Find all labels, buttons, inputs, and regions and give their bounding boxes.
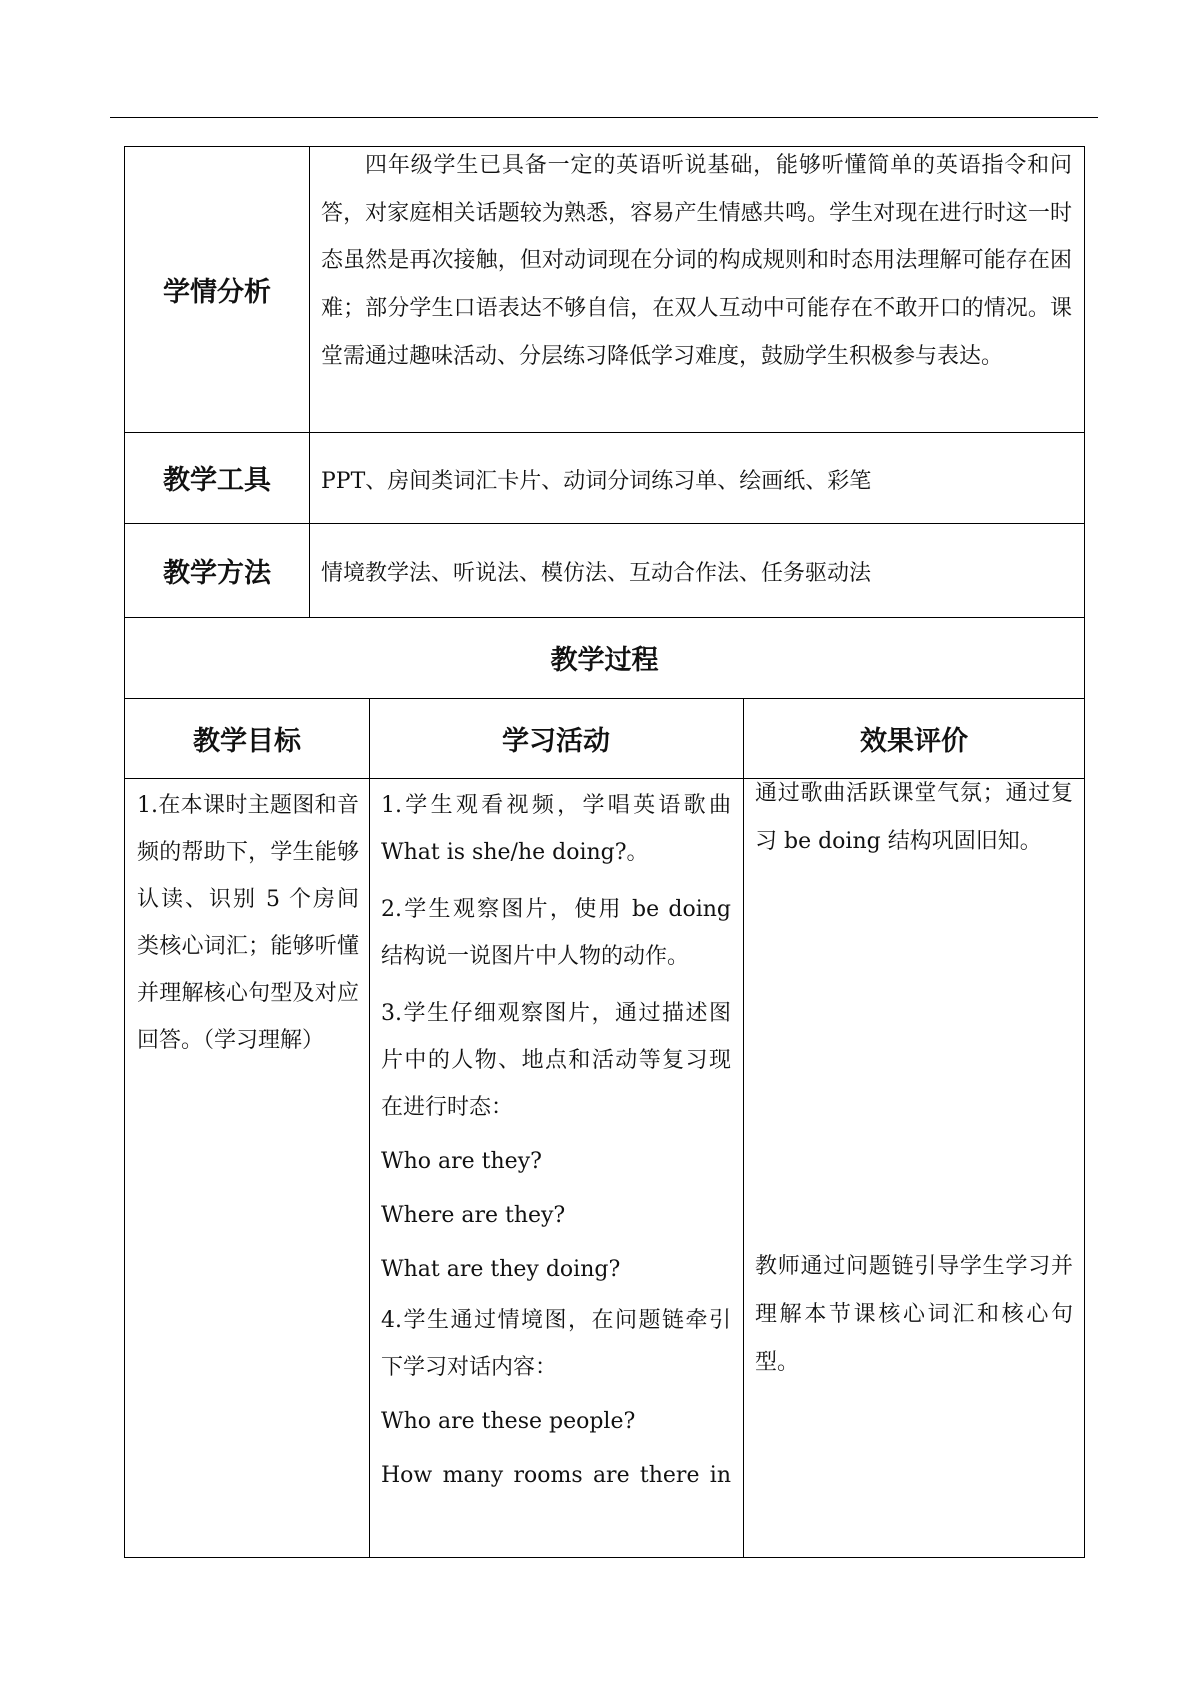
- analysis-label: 学情分析: [163, 276, 271, 308]
- header-rule: [110, 117, 1098, 118]
- header-evaluation: 效果评价: [860, 725, 968, 757]
- question-line: Who are they?: [381, 1149, 542, 1174]
- goal-text: 1.在本课时主题图和音频的帮助下，学生能够认读、识别 5 个房间类核心词汇；能够听懂并理解核心句型及对应回答。（学习理解）: [137, 793, 359, 1053]
- activity-item: 3.学生仔细观察图片，通过描述图片中的人物、地点和活动等复习现在进行时态：: [381, 1001, 731, 1120]
- activity-item: 1.学生观看视频，学唱英语歌曲 What is she/he doing?。: [381, 793, 731, 865]
- tools-label: 教学工具: [163, 465, 271, 496]
- column-divider: [369, 698, 370, 1558]
- column-divider: [743, 698, 744, 1558]
- analysis-text: 四年级学生已具备一定的英语听说基础，能够听懂简单的英语指令和问答，对家庭相关话题较为熟悉，容易产生情感共鸣。学生对现在进行时这一时态虽然是再次接触，但对动词现在分词的构成规则和时态用法理解可能存在困难；部分学生口语表达不够自信，在双人互动中可能存在不敢开口的情况。课堂需通过趣味活动、分层练习降低学习难度，鼓励学生积极参与表达。: [321, 153, 1072, 369]
- activity-item: 4.学生通过情境图，在问题链牵引下学习对话内容：: [381, 1308, 731, 1380]
- methods-label: 教学方法: [163, 557, 271, 589]
- header-activity: 学习活动: [502, 725, 610, 757]
- evaluation-text: 教师通过问题链引导学生学习并理解本节课核心词汇和核心句型。: [755, 1254, 1073, 1375]
- header-goal: 教学目标: [193, 725, 301, 757]
- evaluation-text: 通过歌曲活跃课堂气氛；通过复习 be doing 结构巩固旧知。: [755, 781, 1073, 854]
- process-title: 教学过程: [550, 645, 659, 676]
- question-line: Who are these people?: [381, 1409, 636, 1434]
- activity-list: [381, 782, 731, 1503]
- methods-text: 情境教学法、听说法、模仿法、互动合作法、任务驱动法: [321, 561, 872, 586]
- activity-item: 2.学生观察图片，使用 be doing 结构说一说图片中人物的动作。: [381, 897, 731, 969]
- question-line: What are they doing?: [381, 1257, 621, 1282]
- question-line: How many rooms are there in: [381, 1463, 731, 1488]
- question-line: Where are they?: [381, 1203, 566, 1228]
- tools-text: PPT、房间类词汇卡片、动词分词练习单、绘画纸、彩笔: [321, 469, 872, 494]
